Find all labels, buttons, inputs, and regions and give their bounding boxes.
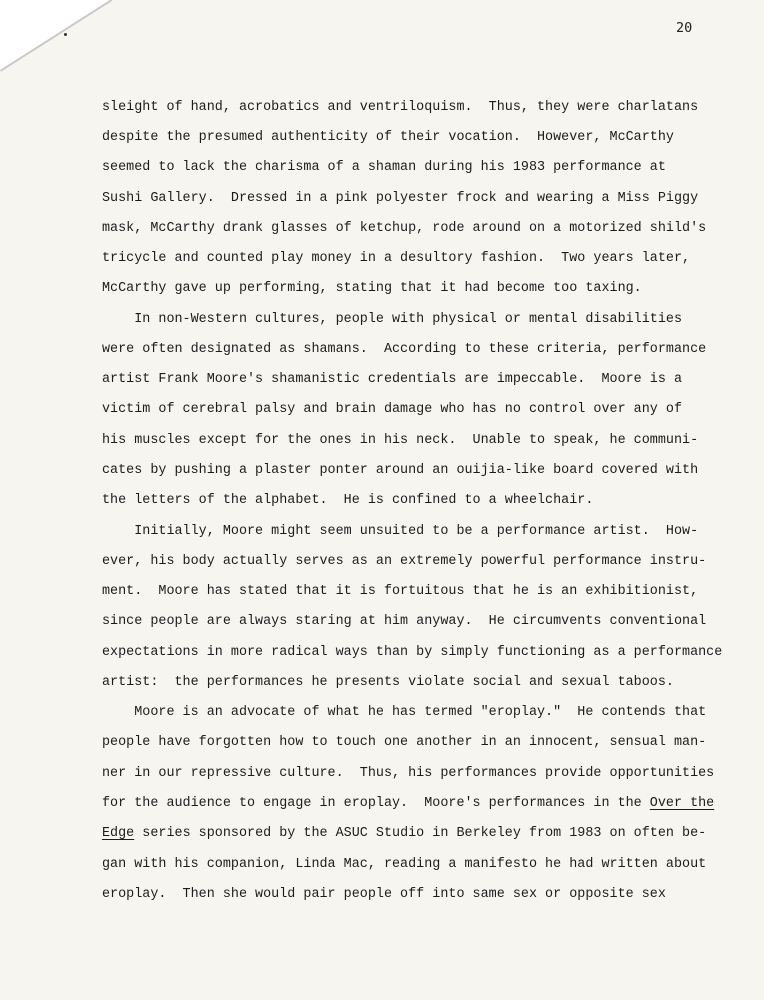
text-line: McCarthy gave up performing, stating that it had become too taxing.	[102, 281, 642, 296]
text-span: for the audience to engage in eroplay. Moore's performances in the	[102, 796, 650, 811]
underlined-title: Edge	[102, 826, 135, 841]
text-line: seemed to lack the charisma of a shaman during his 1983 performance at	[102, 160, 666, 175]
stray-mark	[64, 33, 67, 36]
text-line: Sushi Gallery. Dressed in a pink polyester frock and wearing a Miss Piggy	[102, 191, 699, 206]
underlined-title: Over the	[649, 796, 715, 811]
text-line: mask, McCarthy drank glasses of ketchup, rode around on a motorized shild's	[102, 221, 707, 236]
text-line: his muscles except for the ones in his neck. Unable to speak, he communi-	[102, 433, 699, 448]
text-line: artist Frank Moore's shamanistic credentials are impeccable. Moore is a	[102, 372, 683, 387]
text-line: expectations in more radical ways than by simply functioning as a performance	[102, 645, 723, 660]
text-line: Moore is an advocate of what he has termed "eroplay." He contends that	[102, 705, 707, 720]
text-line: tricycle and counted play money in a desultory fashion. Two years later,	[102, 251, 691, 266]
text-line: In non-Western cultures, people with physical or mental disabilities	[102, 312, 683, 327]
text-line	[102, 826, 706, 841]
text-line: ment. Moore has stated that it is fortuitous that he is an exhibitionist,	[102, 584, 699, 599]
text-line: since people are always staring at him anyway. He circumvents conventional	[102, 614, 707, 629]
text-line: the letters of the alphabet. He is confined to a wheelchair.	[102, 493, 594, 508]
text-line: ever, his body actually serves as an extremely powerful performance instru-	[102, 554, 707, 569]
text-span: series sponsored by the ASUC Studio in Berkeley from 1983 on often be-	[134, 826, 707, 841]
text-line: despite the presumed authenticity of their vocation. However, McCarthy	[102, 130, 674, 145]
text-line: sleight of hand, acrobatics and ventriloquism. Thus, they were charlatans	[102, 100, 699, 115]
text-line: ner in our repressive culture. Thus, his performances provide opportunities	[102, 766, 715, 781]
text-line: artist: the performances he presents violate social and sexual taboos.	[102, 675, 674, 690]
page-number: 20	[676, 20, 693, 36]
text-line: cates by pushing a plaster ponter around an ouijia-like board covered with	[102, 463, 699, 478]
text-line: were often designated as shamans. According to these criteria, performance	[102, 342, 707, 357]
text-line: victim of cerebral palsy and brain damage who has no control over any of	[102, 402, 683, 417]
text-line: eroplay. Then she would pair people off into same sex or opposite sex	[102, 887, 666, 902]
text-line: gan with his companion, Linda Mac, reading a manifesto he had written about	[102, 857, 707, 872]
text-line	[102, 796, 714, 811]
text-line: Initially, Moore might seem unsuited to be a performance artist. How-	[102, 524, 699, 539]
text-line: people have forgotten how to touch one another in an innocent, sensual man-	[102, 735, 707, 750]
